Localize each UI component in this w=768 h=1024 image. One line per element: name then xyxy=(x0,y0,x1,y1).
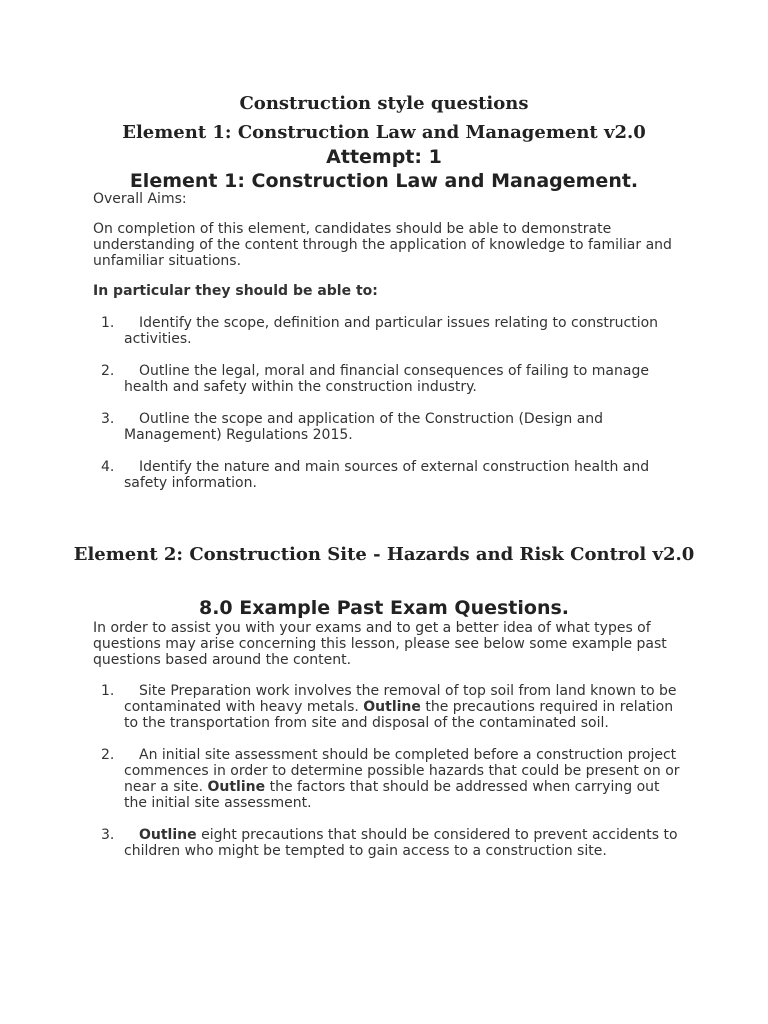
question-text: An initial site assessment should be completed before a construction project commences in order to determine possible hazards that could be present on or near a site. xyxy=(124,747,680,795)
question-keyword: Outline xyxy=(139,827,197,843)
overall-aims-label: Overall Aims: xyxy=(93,191,187,207)
aims-list xyxy=(93,315,683,507)
list-item xyxy=(93,459,683,491)
past-exam-heading: 8.0 Example Past Exam Questions. xyxy=(198,597,570,619)
list-item-text: Identify the scope, definition and particular issues relating to construction activities. xyxy=(124,315,659,347)
attempt-heading: Attempt: 1 xyxy=(326,146,442,168)
list-item xyxy=(93,315,683,347)
document-title: Construction style questions xyxy=(239,93,529,114)
list-item-text: Identify the nature and main sources of external construction health and safety information. xyxy=(124,459,650,491)
particular-label: In particular they should be able to: xyxy=(93,283,378,299)
exam-intro-paragraph: In order to assist you with your exams and to get a better idea of what types of questions may arise concerning this lesson, please see below some example past questions based around the content. xyxy=(93,620,667,668)
list-number: 2. xyxy=(101,363,115,379)
list-number: 1. xyxy=(101,315,115,331)
list-number: 3. xyxy=(101,411,115,427)
intro-paragraph: On completion of this element, candidates should be able to demonstrate understanding of the content through the application of knowledge to familiar and unfamiliar situations. xyxy=(93,221,672,269)
question-text: the factors that should be addressed when carrying out the initial site assessment. xyxy=(124,779,660,811)
question-keyword: Outline xyxy=(363,699,421,715)
list-item-text: Outline the legal, moral and financial consequences of failing to manage health and safety within the construction industry. xyxy=(124,363,649,395)
question-text: the precautions required in relation to the transportation from site and disposal of the contaminated soil. xyxy=(124,699,674,731)
list-number: 2. xyxy=(101,747,115,763)
element2-heading: Element 2: Construction Site - Hazards and Risk Control v2.0 xyxy=(73,544,695,565)
list-item xyxy=(93,363,683,395)
element1-heading: Element 1: Construction Law and Management. xyxy=(129,170,639,192)
list-item-text: Outline the scope and application of the Construction (Design and Management) Regulations 2015. xyxy=(124,411,604,443)
question-text: eight precautions that should be considered to prevent accidents to children who might be tempted to gain access to a construction site. xyxy=(124,827,678,859)
questions-list xyxy=(93,683,683,875)
list-item xyxy=(93,683,683,731)
list-item xyxy=(93,827,683,859)
list-number: 4. xyxy=(101,459,115,475)
list-number: 1. xyxy=(101,683,115,699)
list-number: 3. xyxy=(101,827,115,843)
list-item xyxy=(93,411,683,443)
question-keyword: Outline xyxy=(207,779,266,795)
question-text: Site Preparation work involves the removal of top soil from land known to be contaminated with heavy metals. xyxy=(124,683,677,715)
element1-serif-heading: Element 1: Construction Law and Management v2.0 xyxy=(122,122,646,143)
list-item xyxy=(93,747,683,811)
